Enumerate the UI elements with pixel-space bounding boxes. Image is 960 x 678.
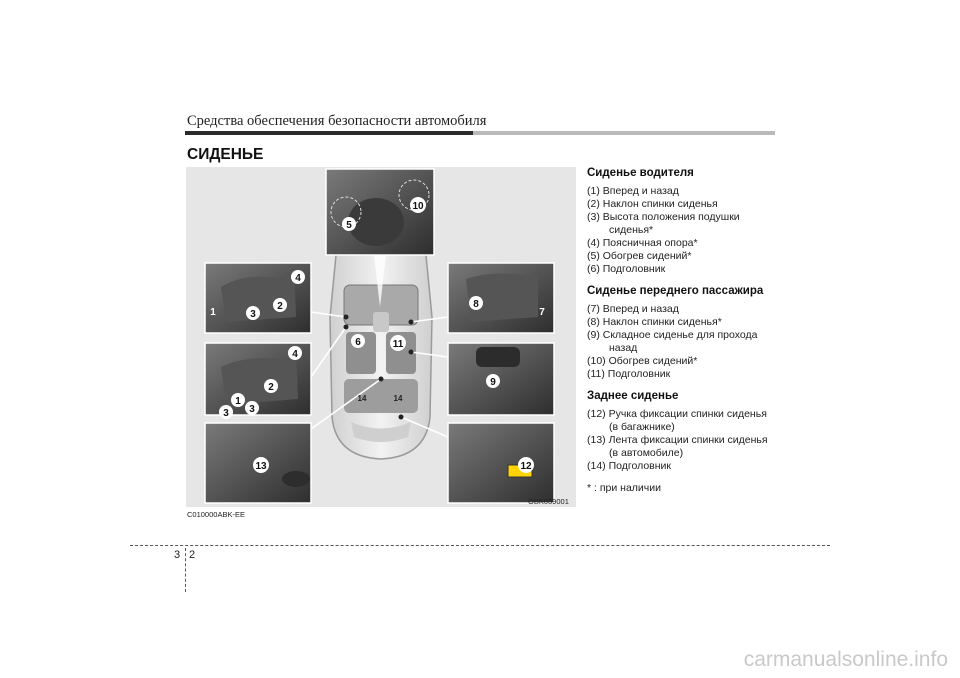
list-item [587, 408, 787, 434]
svg-text:4: 4 [295, 273, 301, 284]
marker-14a [358, 394, 367, 403]
marker-4 [291, 270, 305, 284]
svg-text:10: 10 [412, 201, 424, 212]
list-item: (11) Подголовник [587, 368, 671, 380]
list-item: (4) Поясничная опора* [587, 237, 698, 249]
svg-text:14: 14 [357, 394, 367, 403]
svg-text:7: 7 [539, 307, 545, 318]
list-item [587, 329, 787, 355]
svg-text:6: 6 [355, 337, 361, 348]
page-number: 2 [189, 549, 196, 561]
marker-4b [288, 346, 302, 360]
watermark: carmanualsonline.info [743, 648, 948, 671]
header-title: Средства обеспечения безопасности автомобиля [187, 113, 487, 129]
footer-rule [130, 545, 830, 546]
marker-12 [518, 457, 534, 473]
list-item: (10) Обогрев сидений* [587, 355, 698, 367]
marker-3c [245, 401, 259, 415]
document-code: C010000ABK-EE [187, 510, 245, 519]
marker-8 [469, 296, 483, 310]
svg-text:3: 3 [223, 408, 229, 419]
marker-9 [486, 374, 500, 388]
footer-divider [185, 548, 186, 592]
inset-trunk-lever [448, 423, 554, 503]
svg-text:3: 3 [250, 309, 256, 320]
marker-3b [219, 405, 233, 419]
marker-6 [351, 334, 365, 348]
list-item [587, 211, 787, 237]
group-title: Сиденье переднего пассажира [587, 285, 764, 297]
svg-text:8: 8 [473, 299, 479, 310]
group-rear-seat [587, 390, 787, 473]
seat-functions-list [587, 167, 787, 495]
marker-14b [394, 394, 403, 403]
svg-text:5: 5 [346, 220, 352, 231]
svg-text:12: 12 [520, 461, 532, 472]
marker-1b [231, 393, 245, 407]
svg-text:9: 9 [490, 377, 496, 388]
list-item: (6) Подголовник [587, 263, 666, 275]
marker-11 [390, 335, 406, 351]
item-continuation: (в багажнике) [609, 421, 675, 433]
marker-13 [253, 457, 269, 473]
group-title: Заднее сиденье [587, 390, 679, 402]
svg-text:1: 1 [235, 396, 241, 407]
item-text: (9) Складное сиденье для прохода [587, 329, 758, 341]
svg-text:11: 11 [392, 339, 404, 350]
svg-text:2: 2 [268, 382, 274, 393]
list-item: (2) Наклон спинки сиденья [587, 198, 718, 210]
svg-text:2: 2 [277, 301, 283, 312]
group-passenger-seat [587, 285, 787, 381]
marker-7 [539, 307, 545, 318]
section-title: СИДЕНЬЕ [187, 146, 264, 163]
group-driver-seat [587, 167, 787, 276]
list-item [587, 434, 787, 460]
page-chapter: 3 [174, 549, 181, 561]
header-rule-accent [185, 131, 473, 135]
list-item: (1) Вперед и назад [587, 185, 679, 197]
list-item: (8) Наклон спинки сиденья* [587, 316, 722, 328]
seat-diagram [186, 167, 576, 507]
marker-10 [410, 197, 426, 213]
figure-code: OBK039001 [528, 497, 569, 506]
item-text: (3) Высота положения подушки [587, 211, 740, 223]
marker-1 [210, 307, 216, 318]
marker-2 [273, 298, 287, 312]
svg-text:1: 1 [210, 307, 216, 318]
svg-text:3: 3 [249, 404, 255, 415]
svg-text:13: 13 [255, 461, 267, 472]
svg-text:14: 14 [393, 394, 403, 403]
item-continuation: сиденья* [609, 224, 654, 236]
item-continuation: назад [609, 342, 638, 354]
list-item: (7) Вперед и назад [587, 303, 679, 315]
item-continuation: (в автомобиле) [609, 447, 684, 459]
list-item: (14) Подголовник [587, 460, 671, 472]
marker-2b [264, 379, 278, 393]
group-title: Сиденье водителя [587, 167, 694, 179]
footnote: * : при наличии [587, 482, 661, 494]
marker-5 [342, 217, 356, 231]
list-item: (5) Обогрев сидений* [587, 250, 692, 262]
marker-3 [246, 306, 260, 320]
svg-text:4: 4 [292, 349, 298, 360]
item-text: (12) Ручка фиксации спинки сиденья [587, 408, 767, 420]
item-text: (13) Лента фиксации спинки сиденья [587, 434, 768, 446]
